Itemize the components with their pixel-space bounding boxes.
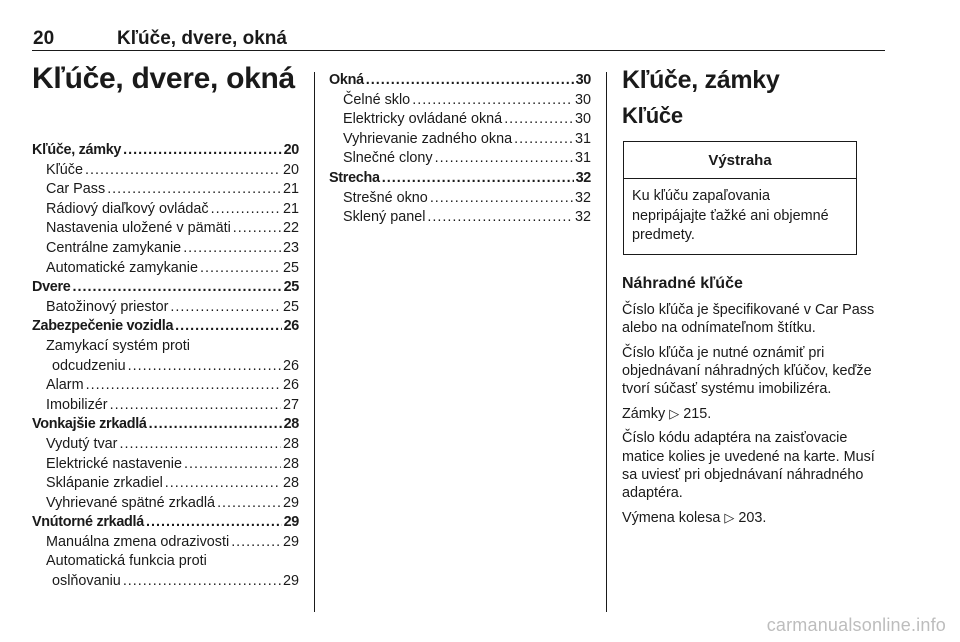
column-divider-2 xyxy=(606,72,607,612)
toc-entry[interactable] xyxy=(32,396,299,416)
toc-label: Kľúče, zámky xyxy=(32,142,122,158)
toc-page-number: 29 xyxy=(282,573,299,590)
toc-entry[interactable] xyxy=(32,435,299,455)
toc-leader-dots xyxy=(231,533,281,553)
toc-label: Strecha xyxy=(329,169,380,186)
toc-page-number: 32 xyxy=(574,209,591,226)
toc-section[interactable] xyxy=(32,513,299,533)
toc-leader-dots xyxy=(427,208,573,228)
toc-label: Imobilizér xyxy=(46,396,108,413)
paragraph-5-text: Výmena kolesa xyxy=(622,509,721,526)
toc-page-number: 26 xyxy=(282,377,299,394)
column-divider-1 xyxy=(314,72,315,612)
toc-entry[interactable] xyxy=(32,200,299,220)
toc-leader-dots xyxy=(73,278,282,298)
toc-page-number: 31 xyxy=(574,130,591,147)
spare-keys-heading: Náhradné kľúče xyxy=(622,274,743,292)
page-ref-arrow-icon: ▷ xyxy=(669,405,680,421)
toc-label: Dvere xyxy=(32,279,71,296)
toc-entry-label: Zamykací systém proti xyxy=(46,337,190,354)
warning-box xyxy=(623,141,857,255)
toc-entry[interactable] xyxy=(32,180,299,200)
toc-entry[interactable] xyxy=(32,494,299,514)
paragraph-1: Číslo kľúča je špecifikované v Car Pass alebo na odnímateľnom štítku. xyxy=(622,301,875,337)
warning-text: Ku kľúču zapaľovania nepripájajte ťažké ani objemné predmety. xyxy=(632,188,829,244)
toc-label: Car Pass xyxy=(46,181,106,198)
paragraph-3 xyxy=(622,405,884,423)
toc-label: Vonkajšie zrkadlá xyxy=(32,416,147,433)
toc-leader-dots xyxy=(175,317,281,337)
toc-page-number: 20 xyxy=(282,161,299,178)
toc-page-number: 32 xyxy=(575,169,591,186)
toc-entry[interactable] xyxy=(329,91,591,111)
toc-page-number: 29 xyxy=(282,533,299,550)
toc-entry[interactable] xyxy=(32,357,299,377)
toc-leader-dots xyxy=(412,91,573,111)
warning-title: Výstraha xyxy=(624,142,856,179)
toc-label: Vydutý tvar xyxy=(46,435,118,452)
toc-section[interactable] xyxy=(32,278,299,298)
toc-leader-dots xyxy=(85,161,281,181)
toc-label: odcudzeniu xyxy=(52,357,126,374)
toc-leader-dots xyxy=(504,110,573,130)
toc-label: Slnečné clony xyxy=(343,150,433,167)
paragraph-3-ref[interactable]: 215. xyxy=(683,405,712,422)
toc-page-number: 32 xyxy=(574,189,591,206)
chapter-title: Kľúče, dvere, okná xyxy=(32,62,295,95)
subsection-heading: Kľúče xyxy=(622,103,683,128)
toc-page-number: 28 xyxy=(283,416,299,433)
toc-label: Sklený panel xyxy=(343,209,426,226)
toc-page-number: 28 xyxy=(282,455,299,472)
toc-page-number: 21 xyxy=(282,181,299,198)
page-header xyxy=(32,26,885,51)
toc-left-column xyxy=(32,141,299,592)
toc-leader-dots xyxy=(110,396,281,416)
toc-entry[interactable] xyxy=(329,189,591,209)
toc-entry[interactable] xyxy=(329,208,591,228)
toc-leader-dots xyxy=(149,415,282,435)
toc-label: Strešné okno xyxy=(343,189,428,206)
toc-entry[interactable] xyxy=(32,239,299,259)
toc-leader-dots xyxy=(86,376,281,396)
toc-label: Centrálne zamykanie xyxy=(46,239,182,256)
toc-entry[interactable] xyxy=(32,533,299,553)
toc-page-number: 30 xyxy=(574,111,591,128)
toc-page-number: 30 xyxy=(574,91,591,108)
page-number: 20 xyxy=(33,28,55,49)
toc-leader-dots xyxy=(366,71,574,91)
toc-label: Elektrické nastavenie xyxy=(46,455,182,472)
toc-label: Čelné sklo xyxy=(343,91,411,108)
toc-page-number: 22 xyxy=(282,220,299,237)
paragraph-5-ref[interactable]: 203. xyxy=(738,509,767,526)
page-ref-arrow-icon: ▷ xyxy=(724,509,735,525)
toc-entry-continued xyxy=(32,552,299,572)
toc-leader-dots xyxy=(123,572,281,592)
toc-leader-dots xyxy=(233,219,281,239)
toc-page-number: 23 xyxy=(282,239,299,256)
toc-leader-dots xyxy=(119,435,281,455)
watermark: carmanualsonline.info xyxy=(766,615,946,635)
toc-label: Zabezpečenie vozidla xyxy=(32,318,174,335)
toc-page-number: 30 xyxy=(575,72,591,88)
toc-page-number: 28 xyxy=(282,475,299,492)
paragraph-3-text: Zámky xyxy=(622,405,666,422)
toc-leader-dots xyxy=(211,200,281,220)
toc-leader-dots xyxy=(184,455,281,475)
toc-entry[interactable] xyxy=(32,298,299,318)
toc-page-number: 20 xyxy=(283,142,299,158)
toc-leader-dots xyxy=(200,259,281,279)
toc-entry[interactable] xyxy=(32,455,299,475)
paragraph-4: Číslo kódu adaptéra na zaisťovacie matice kolies je uvedené na karte. Musí sa uviesť pri objednávaní náhradného adaptéra. xyxy=(622,430,875,502)
toc-label: Okná xyxy=(329,72,364,88)
toc-leader-dots xyxy=(217,494,281,514)
toc-section[interactable] xyxy=(32,317,299,337)
toc-page-number: 26 xyxy=(282,357,299,374)
toc-entry[interactable] xyxy=(32,259,299,279)
toc-leader-dots xyxy=(170,298,281,318)
toc-entry[interactable] xyxy=(32,572,299,592)
toc-label: Vyhrievanie zadného okna xyxy=(343,130,513,147)
toc-label: Automatické zamykanie xyxy=(46,259,198,276)
running-title: Kľúče, dvere, okná xyxy=(117,28,287,49)
toc-leader-dots xyxy=(430,189,573,209)
toc-entry[interactable] xyxy=(32,376,299,396)
toc-page-number: 25 xyxy=(283,279,299,296)
toc-leader-dots xyxy=(128,357,281,377)
paragraph-5 xyxy=(622,509,884,527)
toc-section[interactable] xyxy=(32,141,299,161)
toc-entry[interactable] xyxy=(329,110,591,130)
toc-leader-dots xyxy=(107,180,281,200)
toc-page-number: 29 xyxy=(282,494,299,511)
toc-label: Alarm xyxy=(46,377,84,394)
toc-label: Vnútorné zrkadlá xyxy=(32,514,144,531)
toc-leader-dots xyxy=(165,474,281,494)
toc-page-number: 26 xyxy=(283,318,299,335)
toc-label: Rádiový diaľkový ovládač xyxy=(46,200,209,217)
toc-entry[interactable] xyxy=(32,219,299,239)
toc-page-number: 28 xyxy=(282,435,299,452)
toc-entry[interactable] xyxy=(329,130,591,150)
toc-page-number: 27 xyxy=(282,396,299,413)
toc-leader-dots xyxy=(435,149,573,169)
toc-middle-column xyxy=(329,71,591,228)
toc-entry[interactable] xyxy=(32,161,299,181)
toc-leader-dots xyxy=(123,141,281,161)
toc-label: Nastavenia uložené v pämäti xyxy=(46,220,231,237)
toc-entry[interactable] xyxy=(329,149,591,169)
paragraph-2: Číslo kľúča je nutné oznámiť pri objednávaní náhradných kľúčov, keďže tvorí súčasť systému imobilizéra. xyxy=(622,344,872,398)
toc-label: Batožinový priestor xyxy=(46,298,169,315)
toc-label: Manuálna zmena odrazivosti xyxy=(46,533,230,550)
toc-page-number: 29 xyxy=(283,514,299,531)
toc-label: Kľúče xyxy=(46,161,83,178)
toc-leader-dots xyxy=(183,239,281,259)
toc-entry-continued xyxy=(32,337,299,357)
toc-section[interactable] xyxy=(329,71,591,91)
toc-entry[interactable] xyxy=(32,474,299,494)
toc-page-number: 21 xyxy=(282,200,299,217)
toc-page-number: 31 xyxy=(574,150,591,167)
toc-label: oslňovaniu xyxy=(52,573,121,590)
toc-label: Elektricky ovládané okná xyxy=(343,111,503,128)
content-column xyxy=(622,66,884,533)
toc-entry-label: Automatická funkcia proti xyxy=(46,553,207,570)
toc-leader-dots xyxy=(514,130,573,150)
section-heading: Kľúče, zámky xyxy=(622,66,780,94)
toc-page-number: 25 xyxy=(282,259,299,276)
toc-page-number: 25 xyxy=(282,298,299,315)
toc-leader-dots xyxy=(382,169,574,189)
toc-section[interactable] xyxy=(32,415,299,435)
toc-label: Vyhrievané spätné zrkadlá xyxy=(46,494,216,511)
toc-label: Sklápanie zrkadiel xyxy=(46,475,163,492)
toc-section[interactable] xyxy=(329,169,591,189)
toc-leader-dots xyxy=(146,513,282,533)
